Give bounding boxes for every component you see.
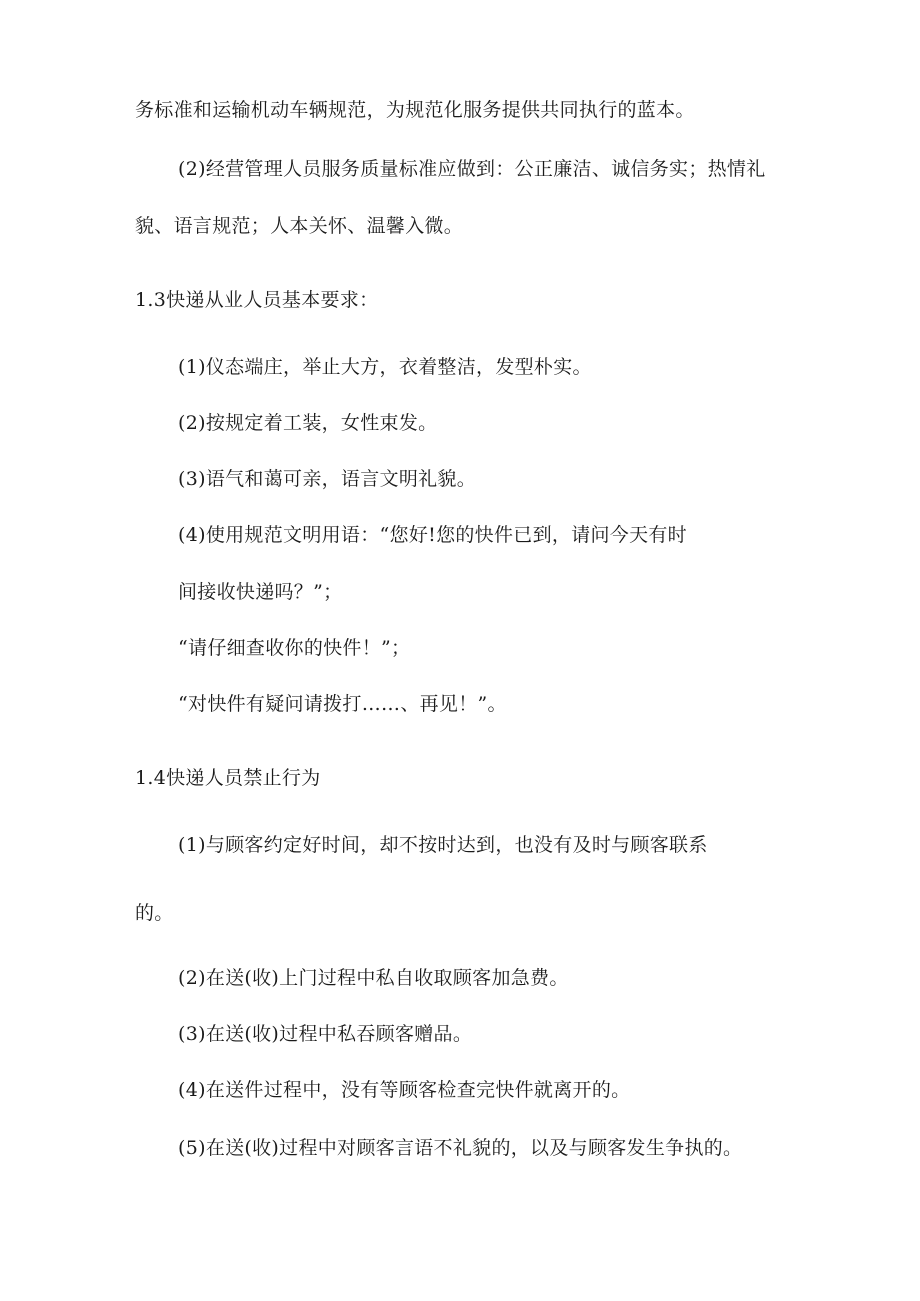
paragraph-item-2-continuation: 貌、语言规范；人本关怀、温馨入微。 [135, 215, 464, 237]
prohibition-item-1: (1)与顾客约定好时间，却不按时达到，也没有及时与顾客联系 [178, 834, 708, 856]
phrase-quote-2: “对快件有疑问请拨打……、再见！”。 [178, 693, 507, 715]
requirement-item-2: (2)按规定着工装，女性束发。 [178, 412, 438, 434]
section-heading-1-3: 1.3快递从业人员基本要求： [135, 289, 379, 311]
requirement-item-1: (1)仪态端庄，举止大方，衣着整洁，发型朴实。 [178, 356, 592, 378]
requirement-item-3: (3)语气和蔼可亲，语言文明礼貌。 [178, 468, 477, 490]
requirement-item-4-continuation: 间接收快递吗？”； [178, 581, 343, 603]
prohibition-item-5: (5)在送(收)过程中对顾客言语不礼貌的，以及与顾客发生争执的。 [178, 1137, 743, 1159]
paragraph-continuation: 务标准和运输机动车辆规范，为规范化服务提供共同执行的蓝本。 [135, 99, 695, 121]
prohibition-item-3: (3)在送(收)过程中私吞顾客赠品。 [178, 1023, 473, 1045]
section-heading-1-4: 1.4快递人员禁止行为 [135, 767, 321, 789]
phrase-quote-1: “请仔细查收你的快件！”； [178, 637, 411, 659]
prohibition-item-4: (4)在送件过程中，没有等顾客检查完快件就离开的。 [178, 1079, 631, 1101]
prohibition-item-2: (2)在送(收)上门过程中私自收取顾客加急费。 [178, 967, 569, 989]
paragraph-item-2: (2)经营管理人员服务质量标准应做到：公正廉洁、诚信务实；热情礼 [178, 158, 766, 180]
prohibition-item-1-continuation: 的。 [135, 902, 174, 924]
requirement-item-4: (4)使用规范文明用语：“您好!您的快件已到，请问今天有时 [178, 524, 687, 546]
